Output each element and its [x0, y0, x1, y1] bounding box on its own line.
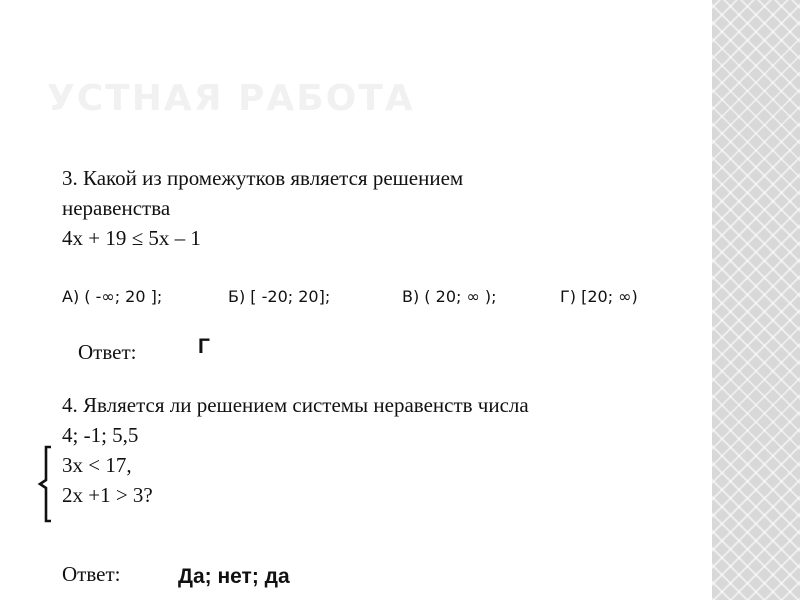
question-3-line: 3. Какой из промежутков является решением — [62, 166, 464, 190]
question-3-text — [62, 163, 463, 253]
question-4-answer-label: Ответ: — [62, 562, 121, 586]
decorative-side-panel — [712, 0, 800, 600]
option-a: А) ( -∞; 20 ]; — [62, 287, 163, 306]
option-b: Б) [ -20; 20]; — [228, 287, 331, 306]
question-4-text — [62, 390, 529, 510]
slide-title: УСТНАЯ РАБОТА — [47, 78, 415, 119]
question-4-line: 4. Является ли решением системы неравенств числа — [62, 393, 529, 417]
question-4-inequality: 2х +1 > 3? — [62, 483, 153, 507]
question-3-inequality: 4х + 19 ≤ 5х – 1 — [62, 226, 201, 250]
system-brace-icon — [37, 445, 53, 523]
question-3-line: неравенства — [62, 196, 171, 220]
option-v: В) ( 20; ∞ ); — [402, 287, 497, 306]
question-4-answer: Да; нет; да — [178, 565, 290, 588]
question-4-inequality: 3х < 17, — [62, 453, 132, 477]
question-3-answer: Г — [198, 335, 210, 358]
question-3-answer-label: Ответ: — [78, 340, 137, 364]
option-g: Г) [20; ∞) — [560, 287, 638, 306]
question-4-numbers: 4; -1; 5,5 — [62, 423, 139, 447]
